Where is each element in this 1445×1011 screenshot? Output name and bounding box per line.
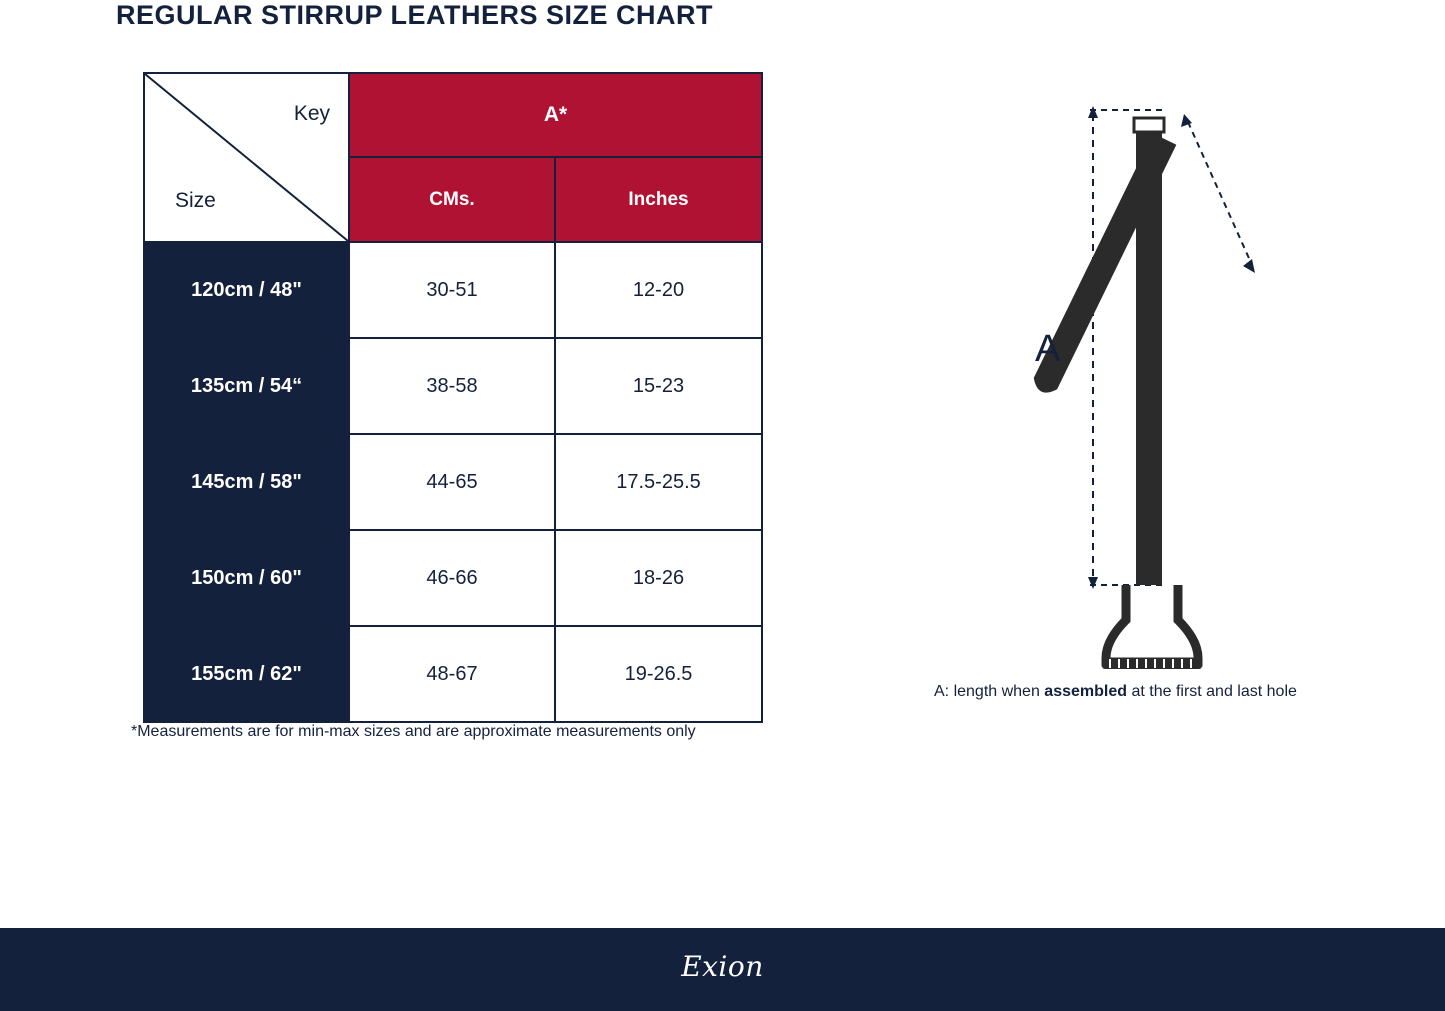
row-size-label: 135cm / 54“ — [144, 338, 349, 434]
row-value-cms: 46-66 — [349, 530, 555, 626]
row-size-label: 145cm / 58" — [144, 434, 349, 530]
row-size-label: 155cm / 62" — [144, 626, 349, 722]
table-row — [144, 338, 762, 434]
table-row — [144, 530, 762, 626]
table-row — [144, 434, 762, 530]
column-header-inches: Inches — [555, 157, 762, 242]
column-header-cms: CMs. — [349, 157, 555, 242]
caption-prefix: A: length when — [934, 683, 1045, 700]
caption-suffix: at the first and last hole — [1127, 683, 1297, 700]
diagram-caption — [934, 683, 1297, 701]
group-header-a: A* — [349, 73, 762, 157]
row-value-cms: 44-65 — [349, 434, 555, 530]
row-value-cms: 48-67 — [349, 626, 555, 722]
size-chart-table — [143, 72, 763, 723]
table-footnote: *Measurements are for min-max sizes and are approximate measurements only — [131, 723, 696, 740]
footer-bar — [0, 928, 1445, 1011]
stirrup-leather-illustration-icon — [930, 80, 1350, 680]
row-value-cms: 38-58 — [349, 338, 555, 434]
diagonal-divider-icon — [145, 74, 348, 241]
row-value-inches: 19-26.5 — [555, 626, 762, 722]
size-chart-table-container — [143, 72, 761, 723]
stirrup-leather-diagram — [930, 80, 1350, 680]
row-value-cms: 30-51 — [349, 242, 555, 338]
corner-size-label: Size — [175, 189, 216, 212]
table-row — [144, 626, 762, 722]
caption-bold: assembled — [1044, 683, 1128, 700]
row-value-inches: 12-20 — [555, 242, 762, 338]
row-size-label: 120cm / 48" — [144, 242, 349, 338]
row-value-inches: 18-26 — [555, 530, 762, 626]
row-size-label: 150cm / 60" — [144, 530, 349, 626]
page-title: REGULAR STIRRUP LEATHERS SIZE CHART — [116, 0, 714, 30]
corner-key-size-cell — [144, 73, 349, 242]
row-value-inches: 15-23 — [555, 338, 762, 434]
table-header-row-primary — [144, 73, 762, 157]
measurement-label-a: A — [1035, 328, 1061, 370]
table-row — [144, 242, 762, 338]
corner-key-label: Key — [293, 102, 330, 125]
row-value-inches: 17.5-25.5 — [555, 434, 762, 530]
brand-logo: Exion — [681, 950, 764, 983]
